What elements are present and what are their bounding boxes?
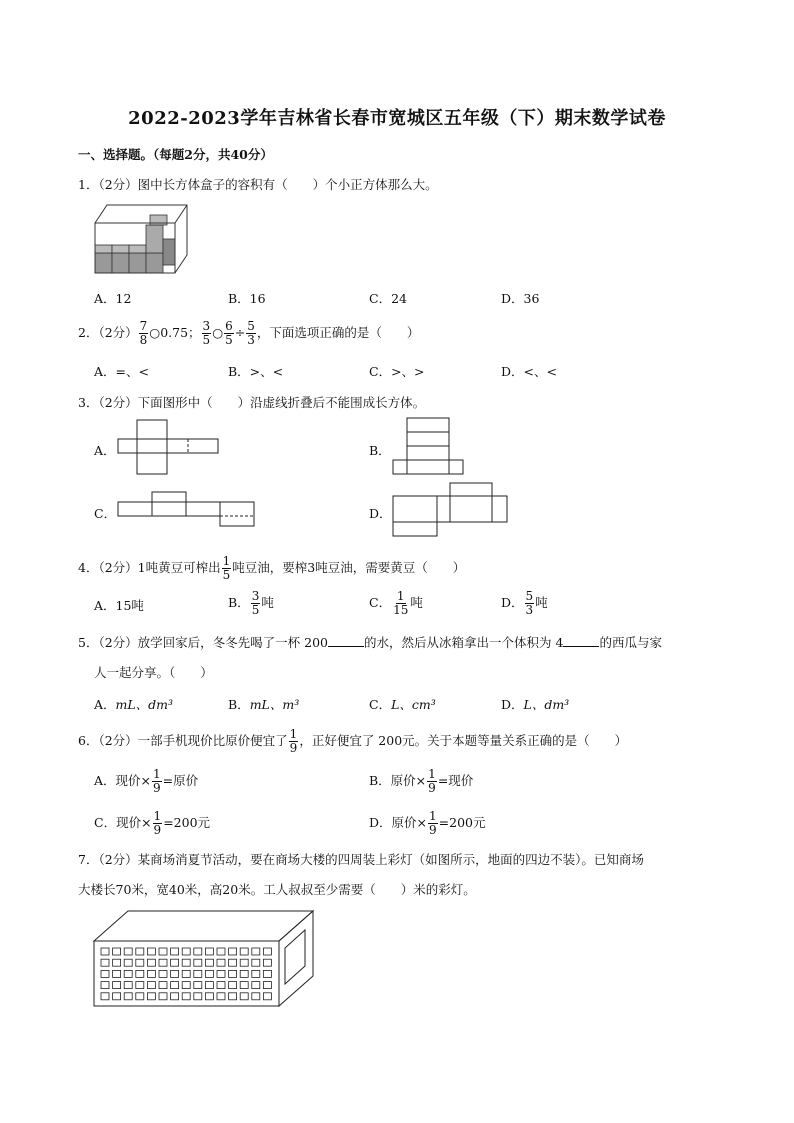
building-figure bbox=[93, 908, 315, 1008]
window bbox=[252, 993, 260, 1000]
net-b-figure bbox=[393, 416, 463, 476]
window bbox=[229, 948, 237, 955]
answer-blank bbox=[328, 634, 364, 647]
q4-option-c: C． $\frac{1}{15}$ 吨 bbox=[369, 589, 423, 617]
box-figure bbox=[93, 203, 188, 275]
window bbox=[113, 982, 121, 989]
window bbox=[101, 993, 109, 1000]
window bbox=[229, 970, 237, 977]
net-c-figure bbox=[118, 490, 256, 528]
window bbox=[159, 959, 167, 966]
window bbox=[159, 982, 167, 989]
window bbox=[182, 993, 190, 1000]
window bbox=[113, 993, 121, 1000]
fraction: $\frac{7}{8}$ bbox=[139, 319, 148, 347]
fraction: $\frac{1}{5}$ bbox=[222, 554, 231, 582]
q3-option-d: D． bbox=[369, 506, 392, 521]
answer-blank bbox=[563, 634, 599, 647]
window bbox=[194, 970, 202, 977]
window bbox=[194, 982, 202, 989]
window bbox=[205, 970, 213, 977]
question-6: 6．（2分）一部手机现价比原价便宜了 $\frac{1}{9}$ ，正好便宜了 200元。关于本题等量关系正确的是（ ） bbox=[78, 727, 628, 755]
window bbox=[182, 982, 190, 989]
window bbox=[124, 959, 132, 966]
window bbox=[171, 959, 179, 966]
question-5: 5．（2分）放学回家后，冬冬先喝了一杯 200 的水，然后从冰箱拿出一个体积为 4 的西瓜与家 bbox=[78, 635, 662, 650]
window bbox=[147, 959, 155, 966]
net-d-figure bbox=[392, 482, 508, 538]
window bbox=[171, 982, 179, 989]
window bbox=[252, 959, 260, 966]
q4-option-a: A．15吨 bbox=[94, 598, 144, 613]
window bbox=[171, 948, 179, 955]
window bbox=[217, 970, 225, 977]
window bbox=[159, 993, 167, 1000]
q6-option-b: B．原价× $\frac{1}{9}$ =现价 bbox=[369, 767, 474, 795]
q2-option-a: A．=、< bbox=[94, 364, 149, 379]
window bbox=[147, 982, 155, 989]
window bbox=[240, 970, 248, 977]
window bbox=[217, 948, 225, 955]
window bbox=[263, 970, 271, 977]
window bbox=[194, 993, 202, 1000]
window bbox=[229, 993, 237, 1000]
page-title: 2022-2023学年吉林省长春市宽城区五年级（下）期末数学试卷 bbox=[128, 108, 666, 129]
window bbox=[252, 982, 260, 989]
fraction: $\frac{6}{5}$ bbox=[225, 319, 233, 347]
q1-option-d: D．36 bbox=[501, 291, 540, 306]
q3-option-c: C． bbox=[94, 506, 117, 521]
q2-option-c: C．>、> bbox=[369, 364, 425, 379]
q1-option-b: B．16 bbox=[228, 291, 266, 306]
q4-option-b: B． $\frac{3}{5}$ 吨 bbox=[228, 589, 274, 617]
window bbox=[124, 948, 132, 955]
fraction: $\frac{5}{3}$ bbox=[247, 319, 255, 347]
q5-option-b: B．mL、m³ bbox=[228, 697, 300, 712]
window bbox=[194, 959, 202, 966]
q3-option-a: A． bbox=[94, 443, 116, 458]
window bbox=[205, 982, 213, 989]
window bbox=[147, 970, 155, 977]
window bbox=[252, 948, 260, 955]
window bbox=[159, 970, 167, 977]
window bbox=[263, 948, 271, 955]
q4-option-d: D． $\frac{5}{3}$ 吨 bbox=[501, 589, 548, 617]
q6-option-a: A．现价× $\frac{1}{9}$ =原价 bbox=[94, 767, 199, 795]
window bbox=[229, 982, 237, 989]
window bbox=[136, 959, 144, 966]
q1-option-c: C．24 bbox=[369, 291, 407, 306]
q6-option-c: C．现价× $\frac{1}{9}$ =200元 bbox=[94, 809, 211, 837]
q1-option-a: A．12 bbox=[94, 291, 132, 306]
window bbox=[113, 959, 121, 966]
window bbox=[182, 948, 190, 955]
q2-option-b: B．>、< bbox=[228, 364, 284, 379]
window bbox=[252, 970, 260, 977]
window bbox=[263, 993, 271, 1000]
question-3: 3．（2分）下面图形中（ ）沿虚线折叠后不能围成长方体。 bbox=[78, 395, 426, 410]
fraction: $\frac{1}{9}$ bbox=[289, 727, 298, 755]
q5-option-a: A．mL、dm³ bbox=[94, 697, 174, 712]
question-7: 7．（2分）某商场消夏节活动，要在商场大楼的四周装上彩灯（如图所示，地面的四边不装）。已知商场 bbox=[78, 852, 644, 867]
window bbox=[217, 982, 225, 989]
question-4: 4．（2分）1吨黄豆可榨出 $\frac{1}{5}$ 吨豆油，要榨3吨豆油，需要黄豆（ ） bbox=[78, 554, 466, 582]
window bbox=[101, 970, 109, 977]
question-5-line2: 人一起分享。（ ） bbox=[94, 665, 213, 680]
question-1: 1．（2分）图中长方体盒子的容积有（ ）个小正方体那么大。 bbox=[78, 177, 438, 192]
window bbox=[113, 970, 121, 977]
window bbox=[136, 970, 144, 977]
window bbox=[101, 959, 109, 966]
window bbox=[229, 959, 237, 966]
window bbox=[182, 959, 190, 966]
window bbox=[240, 982, 248, 989]
window bbox=[113, 948, 121, 955]
window bbox=[263, 982, 271, 989]
window bbox=[124, 970, 132, 977]
window bbox=[171, 970, 179, 977]
window bbox=[136, 982, 144, 989]
window bbox=[136, 948, 144, 955]
window bbox=[124, 982, 132, 989]
fraction: $\frac{3}{5}$ bbox=[202, 319, 211, 347]
q3-option-b: B． bbox=[369, 443, 391, 458]
q5-option-d: D．L、dm³ bbox=[501, 697, 570, 712]
window bbox=[101, 948, 109, 955]
window bbox=[240, 993, 248, 1000]
window bbox=[217, 959, 225, 966]
window bbox=[101, 982, 109, 989]
window bbox=[147, 948, 155, 955]
q2-option-d: D．<、< bbox=[501, 364, 557, 379]
window bbox=[124, 993, 132, 1000]
window bbox=[240, 948, 248, 955]
window bbox=[205, 948, 213, 955]
window bbox=[205, 993, 213, 1000]
window bbox=[194, 948, 202, 955]
section-heading: 一、选择题。（每题2分，共40分） bbox=[78, 147, 273, 162]
window bbox=[182, 970, 190, 977]
window bbox=[205, 959, 213, 966]
window bbox=[136, 993, 144, 1000]
window bbox=[147, 993, 155, 1000]
question-7-line2: 大楼长70米，宽40米，高20米。工人叔叔至少需要（ ）米的彩灯。 bbox=[78, 882, 476, 897]
window bbox=[171, 993, 179, 1000]
question-2: 2．（2分） $\frac{7}{8}$ ○0.75； $\frac{3}{5}$ ○ $\frac{6}{5}$ ÷ $\frac{5}{3}$ ，下面选项正确的是（ ） bbox=[78, 319, 420, 347]
q5-option-c: C．L、cm³ bbox=[369, 697, 436, 712]
window bbox=[159, 948, 167, 955]
window bbox=[240, 959, 248, 966]
net-a-figure bbox=[118, 418, 218, 476]
window bbox=[263, 959, 271, 966]
window bbox=[217, 993, 225, 1000]
q6-option-d: D．原价× $\frac{1}{9}$ =200元 bbox=[369, 809, 486, 837]
